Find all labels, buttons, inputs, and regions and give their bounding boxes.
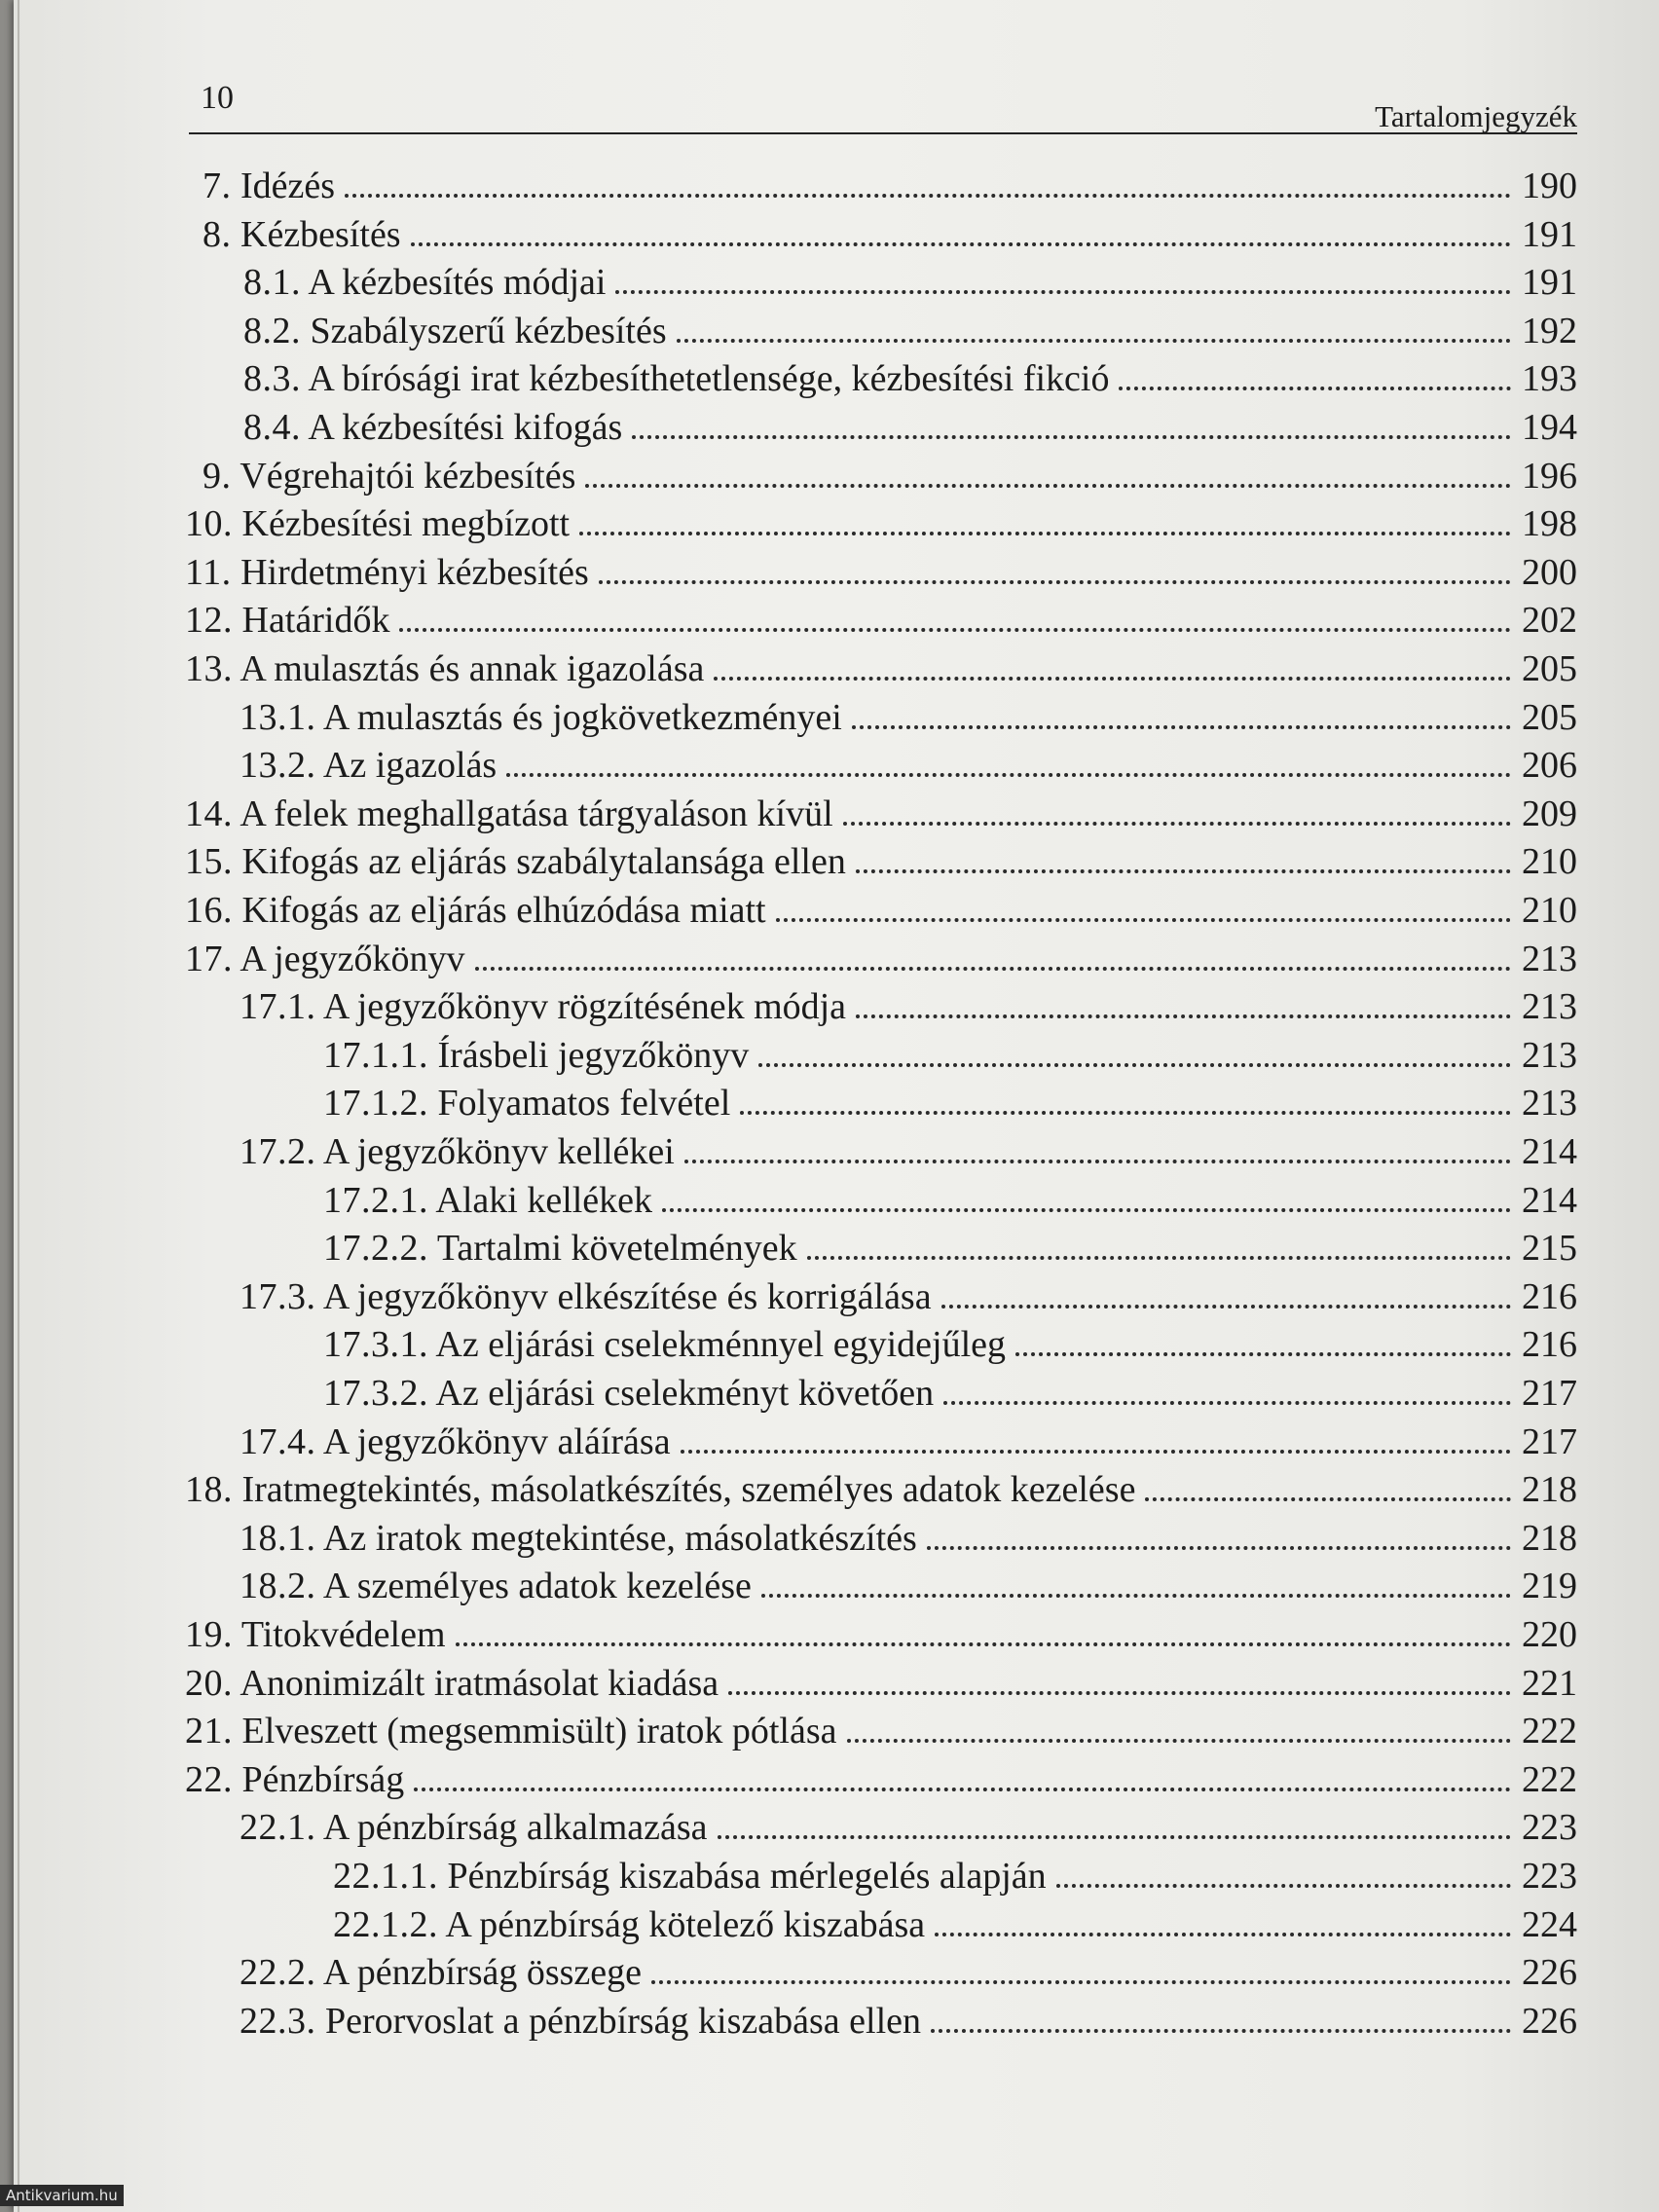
toc-entry-title: [323, 1085, 736, 1122]
toc-entry: [185, 880, 1577, 929]
toc-entry-title: [240, 1420, 677, 1462]
dot-leader: [456, 1642, 1511, 1646]
toc-entry-page: 222: [1522, 1711, 1577, 1752]
toc-entry-page: 216: [1522, 1324, 1577, 1366]
toc-entry-text: Iratmegtekintés, másolatkészítés, személyes adatok kezelése: [241, 1469, 1136, 1511]
toc-entry: [323, 1025, 1577, 1074]
toc-entry-number: 22.1.1.: [333, 1856, 438, 1897]
dot-leader: [399, 628, 1511, 632]
toc-entry-number: 17.2.1.: [323, 1179, 428, 1221]
toc-entry-page: 190: [1522, 166, 1577, 206]
toc-entry-number: 12.: [185, 600, 233, 642]
dot-leader: [856, 869, 1511, 873]
toc-entry-title: [333, 1858, 1052, 1895]
toc-entry: [323, 1073, 1577, 1122]
toc-entry: [240, 977, 1577, 1028]
toc-entry-title: [240, 696, 848, 738]
toc-entry-page: 216: [1522, 1275, 1577, 1317]
toc-entry: [185, 542, 1577, 591]
dot-leader: [677, 339, 1511, 343]
toc-entry-title: [323, 1375, 940, 1412]
toc-entry: [240, 1556, 1577, 1607]
toc-entry: [185, 929, 1577, 977]
dot-leader: [585, 484, 1511, 488]
dot-leader: [632, 435, 1511, 439]
toc-entry-title: [185, 551, 595, 593]
toc-entry-text: A pénzbírság összege: [322, 1952, 643, 1994]
toc-entry-text: Idézés: [240, 166, 336, 206]
toc-entry-text: Tartalmi követelmények: [436, 1228, 797, 1270]
toc-entry-page: 205: [1522, 648, 1577, 689]
toc-entry: [240, 1991, 1577, 2040]
toc-entry-page: 213: [1522, 986, 1577, 1028]
dot-leader: [935, 1933, 1511, 1936]
dot-leader: [475, 967, 1511, 971]
toc-entry-page: 205: [1522, 696, 1577, 738]
toc-entry-title: [185, 1662, 724, 1704]
toc-entry-number: 8.3.: [243, 358, 301, 400]
toc-entry-title: [240, 986, 852, 1028]
toc-entry: [333, 1846, 1577, 1895]
toc-entry: [240, 1508, 1577, 1557]
toc-entry-title: [243, 262, 611, 304]
dot-leader: [1015, 1352, 1511, 1356]
toc-entry-page: 223: [1522, 1856, 1577, 1897]
toc-entry: [243, 397, 1577, 446]
toc-entry-title: [185, 795, 839, 832]
toc-entry-number: 13.2.: [240, 745, 316, 787]
toc-entry-number: 22.: [185, 1758, 233, 1800]
toc-entry-text: Kézbesítés: [240, 213, 401, 255]
dot-leader: [506, 773, 1511, 777]
toc-entry-number: 22.3.: [240, 2000, 316, 2042]
toc-entry-page: 191: [1522, 213, 1577, 255]
toc-entry-page: 220: [1522, 1614, 1577, 1655]
page-header: [189, 76, 1577, 134]
toc-entry-page: 226: [1522, 1952, 1577, 1994]
dot-leader: [852, 725, 1511, 729]
page-number: 10: [201, 80, 234, 116]
toc-entry-number: 17.3.: [240, 1275, 316, 1317]
dot-leader: [1119, 387, 1511, 390]
toc-entry-page: 206: [1522, 745, 1577, 787]
toc-entry-text: Az iratok megtekintése, másolatkészítés: [322, 1517, 917, 1559]
toc-entry-text: A jegyzőkönyv elkészítése és korrigálása: [322, 1275, 932, 1317]
toc-entry-page: 221: [1522, 1662, 1577, 1704]
toc-entry: [333, 1895, 1577, 1943]
dot-leader: [761, 1594, 1511, 1598]
toc-entry-number: 8.4.: [243, 407, 301, 448]
toc-entry-number: 19.: [185, 1614, 233, 1655]
dot-leader: [714, 677, 1511, 681]
toc-entry: [240, 1797, 1577, 1849]
toc-entry-number: 22.1.: [240, 1807, 316, 1849]
toc-entry: [243, 301, 1577, 350]
toc-entry-number: 8.1.: [243, 262, 301, 304]
toc-entry-title: [185, 940, 471, 977]
toc-entry-number: 17.1.: [240, 986, 316, 1028]
toc-entry-text: A kézbesítés módjai: [308, 262, 607, 304]
toc-entry: [185, 784, 1577, 832]
toc-entry-text: A mulasztás és annak igazolása: [240, 648, 705, 689]
toc-entry-page: 194: [1522, 407, 1577, 448]
toc-entry-page: 210: [1522, 841, 1577, 883]
dot-leader: [684, 1160, 1511, 1163]
toc-entry-page: 213: [1522, 938, 1577, 979]
toc-entry-page: 222: [1522, 1758, 1577, 1800]
toc-entry-page: 196: [1522, 455, 1577, 497]
toc-entry-title: [185, 1469, 1141, 1511]
dot-leader: [651, 1980, 1511, 1984]
toc-entry-number: 17.3.1.: [323, 1324, 428, 1366]
toc-entry-title: [240, 1517, 923, 1559]
toc-entry-number: 22.2.: [240, 1952, 316, 1994]
dot-leader: [615, 290, 1511, 294]
toc-entry-number: 8.2.: [243, 310, 301, 351]
toc-entry-title: [323, 1324, 1012, 1366]
toc-entry-page: 213: [1522, 1034, 1577, 1076]
toc-entry-title: [185, 1713, 843, 1750]
toc-entry-number: 17.4.: [240, 1420, 316, 1462]
toc-entry-page: 213: [1522, 1083, 1577, 1124]
toc-entry: [240, 687, 1577, 736]
toc-entry-title: [240, 1566, 757, 1607]
toc-entry: [185, 590, 1577, 642]
toc-entry-number: 11.: [185, 551, 232, 593]
toc-entry-text: Szabályszerű kézbesítés: [310, 310, 667, 351]
toc-entry-number: 18.2.: [240, 1566, 316, 1607]
dot-leader: [843, 822, 1511, 826]
toc-entry-page: 198: [1522, 503, 1577, 545]
toc-entry-title: [243, 358, 1115, 400]
toc-entry: [240, 1942, 1577, 1994]
toc-entry-page: 193: [1522, 358, 1577, 400]
toc-entry: [185, 494, 1577, 545]
toc-entry-title: [185, 503, 575, 545]
toc-entry-text: Folyamatos felvétel: [437, 1083, 731, 1124]
toc-entry-title: [185, 650, 710, 687]
toc-entry-title: [240, 1275, 938, 1317]
toc-entry-page: 215: [1522, 1228, 1577, 1270]
toc-entry: [243, 252, 1577, 304]
toc-entry: [240, 735, 1577, 787]
toc-entry: [185, 1701, 1577, 1750]
toc-entry-number: 20.: [185, 1662, 233, 1704]
toc-entry-page: 219: [1522, 1566, 1577, 1607]
toc-entry-text: Az eljárási cselekménnyel egyidejűleg: [435, 1324, 1006, 1366]
toc-entry: [243, 349, 1577, 400]
dot-leader: [856, 1014, 1511, 1018]
toc-entry: [240, 1412, 1577, 1460]
toc-entry-title: [185, 892, 772, 929]
toc-entry-text: A mulasztás és jogkövetkezményei: [322, 696, 842, 738]
dot-leader: [599, 580, 1511, 584]
toc-entry-title: [203, 455, 581, 497]
toc-entry-text: Határidők: [241, 600, 390, 642]
dot-leader: [728, 1691, 1511, 1695]
toc-entry-number: 21.: [185, 1711, 233, 1752]
dot-leader: [411, 242, 1511, 246]
toc-entry-text: Végrehajtói kézbesítés: [240, 455, 576, 497]
book-page: [14, 0, 1659, 2212]
dot-leader: [927, 1546, 1511, 1550]
toc-entry-text: A személyes adatok kezelése: [322, 1566, 752, 1607]
toc-entry: [185, 1604, 1577, 1653]
toc-entry-number: 17.2.: [240, 1131, 316, 1172]
toc-entry-page: 214: [1522, 1179, 1577, 1221]
toc-entry-title: [240, 1133, 681, 1170]
toc-entry: [185, 1653, 1577, 1702]
dot-leader: [579, 532, 1511, 535]
toc-entry: [203, 156, 1577, 204]
toc-entry-text: Anonimizált iratmásolat kiadása: [240, 1662, 719, 1704]
toc-entry-page: 191: [1522, 262, 1577, 304]
toc-entry-text: A pénzbírság kötelező kiszabása: [445, 1903, 926, 1945]
dot-leader: [718, 1835, 1511, 1839]
toc-entry-text: Az eljárási cselekményt követően: [435, 1373, 935, 1414]
toc-entry-title: [323, 1179, 658, 1221]
toc-entry-text: A jegyzőkönyv kellékei: [322, 1131, 675, 1172]
toc-entry-title: [240, 2000, 927, 2042]
toc-entry-text: Kézbesítési megbízott: [241, 503, 571, 545]
toc-entry-page: 192: [1522, 310, 1577, 351]
toc-entry: [323, 1218, 1577, 1270]
toc-entry-title: [243, 310, 673, 351]
toc-entry: [323, 1170, 1577, 1219]
toc-entry-text: A jegyzőkönyv rögzítésének módja: [322, 986, 847, 1028]
toc-entry: [185, 1459, 1577, 1511]
toc-entry-text: Az igazolás: [322, 745, 498, 787]
toc-entry-page: 224: [1522, 1903, 1577, 1945]
toc-entry-text: Perorvoslat a pénzbírság kiszabása ellen: [325, 2000, 921, 2042]
toc-entry: [323, 1363, 1577, 1412]
toc-entry-title: [203, 167, 341, 204]
toc-entry-page: 218: [1522, 1517, 1577, 1559]
toc-entry-page: 210: [1522, 890, 1577, 931]
toc-entry: [203, 446, 1577, 495]
toc-entry-number: 15.: [185, 841, 233, 883]
toc-entry-page: 217: [1522, 1420, 1577, 1462]
toc-entry-text: Pénzbírság: [241, 1758, 405, 1800]
toc-entry-page: 214: [1522, 1131, 1577, 1172]
watermark: Antikvarium.hu: [0, 2185, 124, 2206]
toc-entry-title: [185, 1616, 452, 1653]
toc-entry-title: [240, 1952, 647, 1994]
toc-entry-page: 218: [1522, 1469, 1577, 1511]
toc-entry: [240, 1267, 1577, 1315]
dot-leader: [776, 918, 1511, 922]
page-edge: [18, 0, 19, 2212]
dot-leader: [807, 1256, 1511, 1260]
toc-entry: [240, 1122, 1577, 1170]
toc-entry-text: A kézbesítési kifogás: [308, 407, 623, 448]
dot-leader: [740, 1111, 1511, 1115]
toc-entry-text: Írásbeli jegyzőkönyv: [437, 1034, 750, 1076]
toc-entry-number: 18.1.: [240, 1517, 316, 1559]
toc-entry-page: 209: [1522, 793, 1577, 834]
dot-leader: [681, 1450, 1511, 1454]
dot-leader: [847, 1739, 1511, 1743]
toc-entry-number: 9.: [203, 455, 232, 497]
dot-leader: [414, 1788, 1511, 1791]
toc-entry-text: Kifogás az eljárás elhúzódása miatt: [241, 890, 766, 931]
toc-entry-page: 217: [1522, 1373, 1577, 1414]
dot-leader: [345, 194, 1511, 198]
toc-entry-text: Pénzbírság kiszabása mérlegelés alapján: [447, 1856, 1047, 1897]
toc-entry-text: Elveszett (megsemmisült) iratok pótlása: [241, 1711, 837, 1752]
toc-entry-title: [203, 213, 407, 255]
toc-entry-title: [240, 745, 502, 787]
toc-entry-number: 13.: [185, 648, 233, 689]
toc-entry-page: 223: [1522, 1807, 1577, 1849]
toc-entry: [323, 1314, 1577, 1366]
toc-entry-text: Titokvédelem: [240, 1614, 446, 1655]
toc-entry-page: 226: [1522, 2000, 1577, 2042]
toc-entry-number: 17.: [185, 938, 233, 979]
toc-entry-number: 18.: [185, 1469, 233, 1511]
toc-entry-text: A bírósági irat kézbesíthetetlensége, kézbesítési fikció: [308, 358, 1110, 400]
toc-entry-title: [185, 1758, 410, 1800]
dot-leader: [1145, 1497, 1511, 1501]
dot-leader: [662, 1208, 1511, 1212]
toc-entry-text: Kifogás az eljárás szabálytalansága ellen: [241, 841, 846, 883]
toc-entry: [185, 1750, 1577, 1798]
toc-entry-text: A jegyzőkönyv: [240, 938, 465, 979]
toc-entry-text: Hirdetményi kézbesítés: [240, 551, 589, 593]
toc-entry-text: Alaki kellékek: [435, 1179, 653, 1221]
toc-entry-number: 17.2.2.: [323, 1228, 428, 1270]
toc-entry-number: 8.: [203, 213, 232, 255]
toc-entry-number: 17.3.2.: [323, 1373, 428, 1414]
dot-leader: [943, 1401, 1511, 1405]
toc-entry: [185, 639, 1577, 687]
dot-leader: [941, 1305, 1511, 1309]
toc-entry-number: 7.: [203, 166, 232, 206]
toc-entry-page: 200: [1522, 551, 1577, 593]
toc-entry-number: 13.1.: [240, 696, 316, 738]
toc-entry-title: [185, 600, 395, 642]
toc-entry-text: A felek meghallgatása tárgyaláson kívül: [240, 793, 833, 834]
toc-entry-title: [185, 841, 852, 883]
toc-entry-page: 202: [1522, 600, 1577, 642]
toc-entry-number: 17.1.2.: [323, 1083, 428, 1124]
running-title: Tartalomjegyzék: [1375, 99, 1577, 133]
toc-entry-title: [240, 1807, 714, 1849]
toc-entry-title: [333, 1903, 931, 1945]
toc-entry-number: 17.1.1.: [323, 1034, 428, 1076]
toc-entry-number: 14.: [185, 793, 233, 834]
toc-entry-title: [323, 1034, 755, 1076]
toc-entry: [203, 204, 1577, 253]
toc-entry-number: 16.: [185, 890, 233, 931]
toc-entry: [185, 831, 1577, 883]
dot-leader: [1056, 1884, 1511, 1888]
toc-entry-number: 10.: [185, 503, 233, 545]
toc-entry-text: A pénzbírság alkalmazása: [322, 1807, 708, 1849]
toc-entry-title: [243, 409, 628, 446]
dot-leader: [758, 1063, 1511, 1067]
toc-entry-number: 22.1.2.: [333, 1903, 438, 1945]
toc-entry-title: [323, 1228, 803, 1270]
toc-entry-text: A jegyzőkönyv aláírása: [322, 1420, 671, 1462]
dot-leader: [931, 2029, 1511, 2033]
